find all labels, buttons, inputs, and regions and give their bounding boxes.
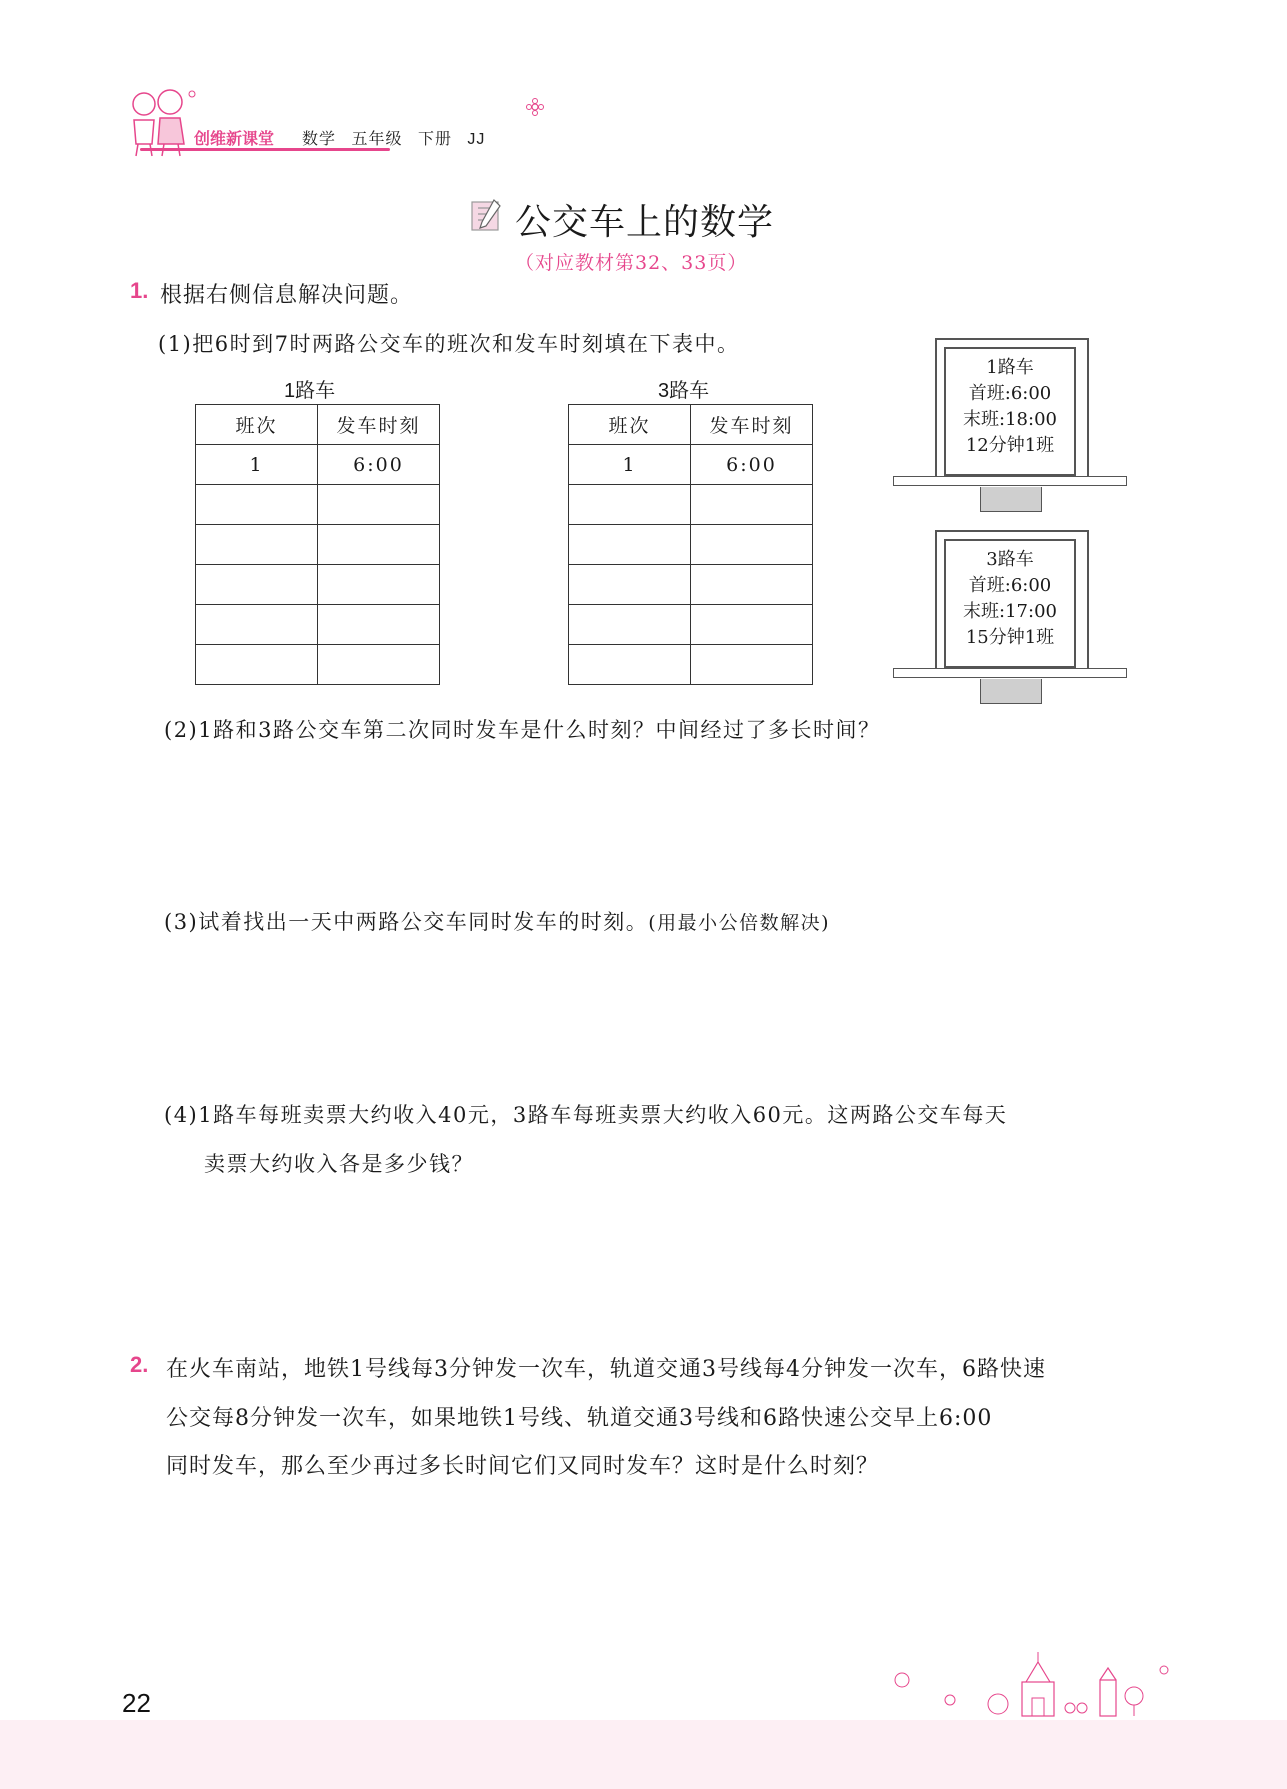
sign2-line1: 3路车 [986,549,1034,570]
table-cell [569,565,691,605]
q1-sub1: (1)把6时到7时两路公交车的班次和发车时刻填在下表中。 [158,332,740,356]
sign1-line3: 末班:18:00 [963,409,1057,430]
q1-sub3-note: (用最小公倍数解决) [648,912,831,934]
sign1-line2: 首班:6:00 [968,383,1052,404]
table-cell [569,645,691,685]
page-title: 公交车上的数学 [515,201,775,242]
table-cell [196,485,318,525]
table-header-row [196,405,440,445]
sign2-line2: 首班:6:00 [968,575,1052,596]
table-row [569,525,813,565]
table-row [196,605,440,645]
table-row [196,485,440,525]
title-pencil-icon [466,196,506,236]
table-cell [569,605,691,645]
table-header-cell: 发车时刻 [691,405,813,445]
header-grade: 五年级 [351,131,403,148]
table-row [196,565,440,605]
bus-sign-1-shelf [893,476,1127,486]
bus-sign-1 [944,347,1076,476]
table-cell [318,485,440,525]
table-cell [196,645,318,685]
sign1-line4: 12分钟1班 [965,435,1055,456]
table-cell: 1 [569,445,691,485]
table-cell: 1 [196,445,318,485]
flower-icon [526,98,544,116]
header-volume: 下册 [417,131,452,148]
q1-number: 1. [130,278,149,303]
table-cell [691,565,813,605]
header-info [302,126,495,149]
q2-line3: 同时发车，那么至少再过多长时间它们又同时发车？这时是什么时刻？ [166,1454,880,1479]
table-row [569,445,813,485]
q1-sub3 [164,906,830,936]
sign1-line1: 1路车 [986,357,1034,378]
q2-line1: 在火车南站，地铁1号线每3分钟发一次车，轨道交通3号线每4分钟发一次车，6路快速 [166,1357,1046,1382]
header-subject: 数学 [302,131,337,148]
sign2-line3: 末班:17:00 [963,601,1057,622]
table-cell [196,605,318,645]
bus-sign-2-post [980,679,1042,704]
table-cell [196,565,318,605]
page-subtitle: （对应教材第32、33页） [515,252,748,274]
table-cell [691,485,813,525]
q2-number: 2. [130,1352,149,1377]
castle-illustration [880,1648,1180,1718]
bus-sign-1-post [980,487,1042,512]
table-row [569,605,813,645]
table-3-route [568,404,813,685]
table-cell [318,525,440,565]
q2-line2: 公交每8分钟发一次车，如果地铁1号线、轨道交通3号线和6路快速公交早上6:00 [166,1406,993,1431]
table-1-route [195,404,440,685]
table-header-row [569,405,813,445]
q1-sub2: (2)1路和3路公交车第二次同时发车是什么时刻？中间经过了多长时间？ [164,718,881,742]
q1-sub4-line1: (4)1路车每班卖票大约收入40元，3路车每班卖票大约收入60元。这两路公交车每天 [164,1103,1008,1127]
table-cell [691,645,813,685]
table-row [196,525,440,565]
bus-sign-2 [944,539,1076,668]
table-row [196,645,440,685]
header-brand: 创维新课堂 [194,131,275,148]
table-row [569,485,813,525]
table-cell [196,525,318,565]
header-edition: JJ [467,131,486,148]
table-header-cell: 发车时刻 [318,405,440,445]
table-header-cell: 班次 [569,405,691,445]
table-row [569,645,813,685]
table-cell [569,525,691,565]
table-cell [318,645,440,685]
table-row [569,565,813,605]
sign2-line4: 15分钟1班 [965,627,1055,648]
table-cell [318,565,440,605]
table-cell: 6:00 [691,445,813,485]
table-cell: 6:00 [318,445,440,485]
table-cell [691,605,813,645]
q1-text: 根据右侧信息解决问题。 [160,283,414,308]
table-row [196,445,440,485]
bus-sign-2-shelf [893,668,1127,678]
table2-caption: 3路车 [658,380,710,402]
footer-band [0,1720,1287,1789]
q1-sub4-line2: 卖票大约收入各是多少钱？ [204,1152,474,1176]
table-cell [318,605,440,645]
page-number: 22 [122,1688,151,1718]
table-header-cell: 班次 [196,405,318,445]
table-cell [691,525,813,565]
table1-caption: 1路车 [284,380,336,402]
q1-sub3-text: (3)试着找出一天中两路公交车同时发车的时刻。 [164,910,649,934]
table-cell [569,485,691,525]
